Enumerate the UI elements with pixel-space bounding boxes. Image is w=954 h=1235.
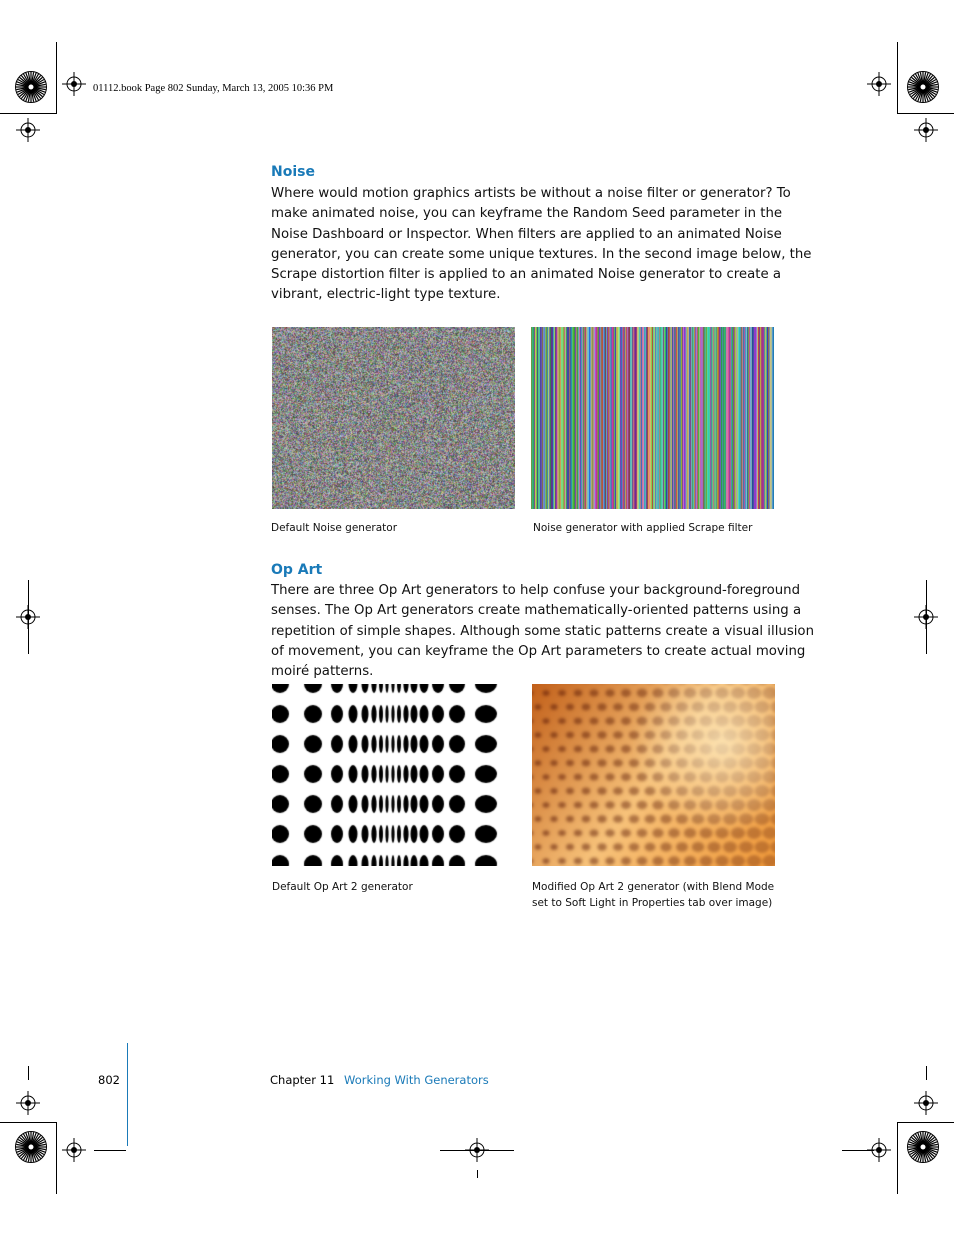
- trim-line: [898, 113, 954, 114]
- crosshair-mark-icon: [16, 1091, 40, 1120]
- trim-line: [842, 1150, 874, 1151]
- caption-opart-default: Default Op Art 2 generator: [272, 881, 413, 893]
- trim-line: [477, 1170, 478, 1178]
- crosshair-mark-icon: [867, 72, 891, 101]
- opart-paragraph: There are three Op Art generators to help confuse your background-foreground senses. The Op Art generators create mathematically-oriented patterns using a repetition of simple shapes. Although some static patterns create a visual illusion of movement, you can keyframe the Op Art parameters to create actual moving moiré patterns.: [271, 583, 814, 680]
- crosshair-mark-icon: [16, 118, 40, 147]
- registration-starburst-icon: [907, 71, 939, 108]
- section-heading-opart: Op Art: [271, 562, 323, 578]
- trim-line: [94, 1150, 126, 1151]
- page-number: 802: [98, 1073, 120, 1087]
- opart-modified-image: [532, 684, 775, 866]
- section-heading-noise: Noise: [271, 164, 315, 180]
- book-slug: 01112.book Page 802 Sunday, March 13, 2005 10:36 PM: [93, 83, 334, 94]
- trim-line: [926, 1066, 927, 1080]
- trim-line: [926, 580, 927, 654]
- trim-line: [56, 42, 57, 114]
- crosshair-mark-icon: [62, 1138, 86, 1167]
- crosshair-mark-icon: [914, 1091, 938, 1120]
- trim-line: [0, 113, 56, 114]
- crosshair-mark-icon: [867, 1138, 891, 1167]
- caption-opart-modified-line1: Modified Op Art 2 generator (with Blend Mode: [532, 881, 775, 893]
- trim-line: [28, 580, 29, 654]
- noise-paragraph: Where would motion graphics artists be without a noise filter or generator? To make animated noise, you can keyframe the Random Seed parameter in the Noise Dashboard or Inspector. When filters are applied to an animated Noise generator, you can create some unique textures. In the second image below, the Scrape distortion filter is applied to an animated Noise generator to create a vibrant, electric-light type texture.: [271, 186, 812, 303]
- footer-chapter-label: Chapter 11: [270, 1073, 335, 1087]
- trim-line: [440, 1150, 514, 1151]
- trim-line: [897, 1122, 898, 1194]
- trim-line: [898, 1122, 954, 1123]
- trim-line: [897, 42, 898, 114]
- crosshair-mark-icon: [62, 72, 86, 101]
- trim-line: [56, 1122, 57, 1194]
- registration-starburst-icon: [907, 1131, 939, 1168]
- footer-rule: [127, 1043, 128, 1146]
- crosshair-mark-icon: [914, 118, 938, 147]
- noise-scrape-image: [531, 327, 774, 509]
- caption-noise-default: Default Noise generator: [271, 522, 398, 534]
- caption-noise-scrape: Noise generator with applied Scrape filter: [533, 522, 753, 534]
- opart-default-image: [272, 684, 515, 866]
- caption-opart-modified-line2: set to Soft Light in Properties tab over image): [532, 896, 773, 909]
- footer-chapter-title: Working With Generators: [344, 1073, 489, 1087]
- registration-starburst-icon: [15, 1131, 47, 1168]
- registration-starburst-icon: [15, 71, 47, 108]
- noise-default-image: [272, 327, 515, 509]
- trim-line: [28, 1066, 29, 1080]
- trim-line: [0, 1122, 56, 1123]
- caption-opart-modified: [532, 880, 774, 911]
- crosshair-mark-icon: [465, 1138, 489, 1167]
